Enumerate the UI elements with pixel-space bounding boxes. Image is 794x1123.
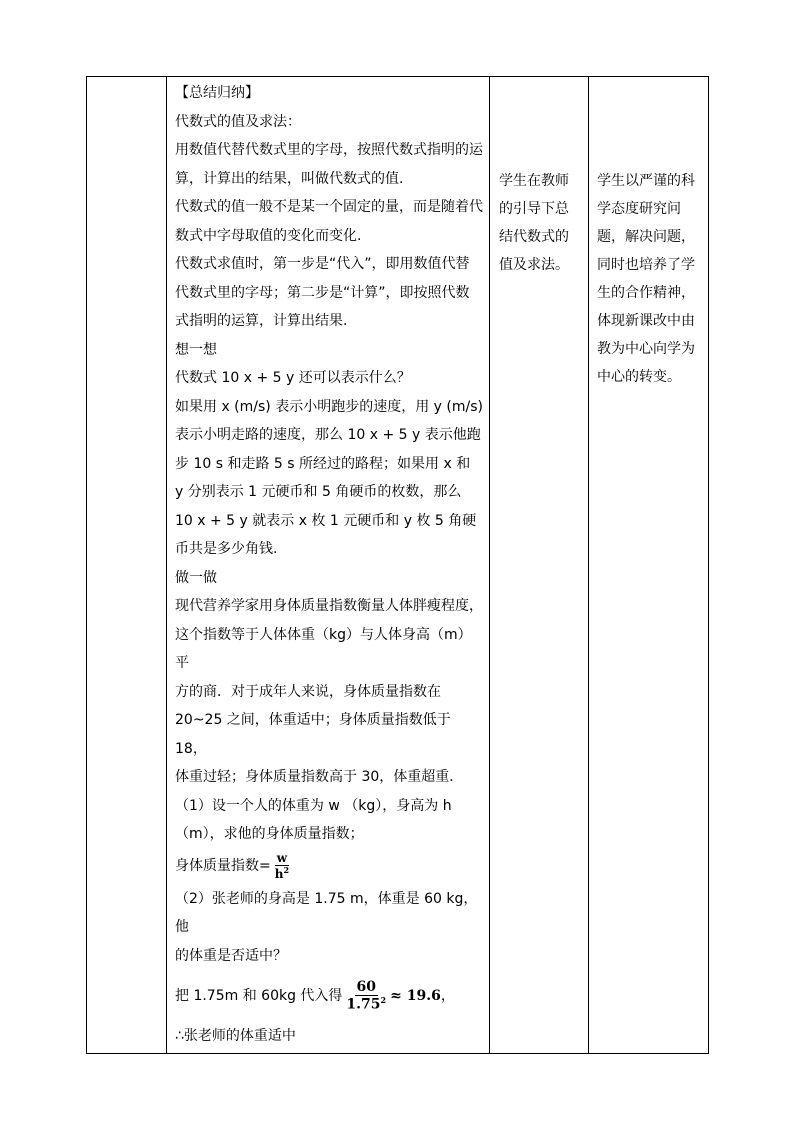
design-intent: 学生以严谨的科学态度研究问题，解决问题，同时也培养了学生的合作精神，体现新课改中由教为中心向学为中心的转变。: [597, 173, 695, 385]
student-activity: 学生在教师的引导下总结代数式的值及求法。: [499, 173, 569, 273]
teaching-content-cell: [167, 77, 490, 1054]
content-line: （m），求他的身体质量指数；: [175, 826, 364, 842]
calc-result: ≈ 19.6: [390, 987, 441, 1004]
design-intent-cell: [589, 77, 709, 1054]
content-line: 代数式 10 x + 5 y 还可以表示什么？: [175, 370, 411, 386]
calc-numerator: 60: [356, 978, 376, 995]
calc-formula: [175, 970, 485, 1022]
content-line: 做一做: [175, 569, 217, 586]
content-line: y 分别表示 1 元硬币和 5 角硬币的枚数，那么: [175, 484, 462, 500]
content-line: 代数式里的字母；第二步是“计算”，即按照代数: [175, 284, 470, 301]
content-line: 步 10 s 和走路 5 s 所经过的路程；如果用 x 和: [175, 455, 471, 472]
content-line: 算，计算出的结果，叫做代数式的值.: [175, 170, 404, 187]
content-line: 代数式求值时，第一步是“代入”，即用数值代替: [175, 256, 470, 272]
content-line: 币共是多少角钱.: [175, 541, 278, 557]
calc-suffix: ，: [440, 987, 455, 1004]
content-line: （1）设一个人的体重为 w （kg），身高为 h: [175, 797, 452, 814]
calc-denominator: 1.75$^2$: [346, 994, 387, 1013]
calc-fraction: [344, 980, 388, 1012]
content-line: 代数式的值及求法：: [175, 113, 301, 130]
lesson-plan-table: [86, 76, 709, 1054]
stage-cell: [87, 77, 167, 1054]
calc-prefix: 把 1.75m 和 60kg 代入得: [175, 987, 343, 1004]
content-line: 10 x + 5 y 就表示 x 枚 1 元硬币和 y 枚 5 角硬: [175, 512, 477, 529]
content-line: 代数式的值一般不是某一个固定的量，而是随着代: [175, 199, 483, 215]
content-line: 20~25 之间，体重适中；身体质量指数低于 18，: [175, 712, 451, 757]
section-heading: 【总结归纳】: [175, 85, 259, 101]
student-activity-cell: [490, 77, 589, 1054]
content-line: 方的商．对于成年人来说，身体质量指数在: [175, 683, 441, 700]
content-lines: [175, 108, 485, 849]
bmi-formula: [175, 849, 485, 885]
bmi-fraction: [273, 852, 291, 880]
content-line: 数式中字母取值的变化而变化.: [175, 227, 362, 244]
content-line: 这个指数等于人体体重（kg）与人体身高（m）平: [175, 626, 472, 671]
content-line: 式指明的运算，计算出结果.: [175, 313, 348, 329]
question-line: （2）张老师的身高是 1.75 m，体重是 60 kg，他: [175, 890, 478, 935]
bmi-denominator: $h^2$: [274, 865, 290, 881]
content-line: 如果用 x (m/s) 表示小明跑步的速度，用 y (m/s): [175, 398, 483, 415]
question-line: 的体重是否适中？: [175, 947, 287, 964]
question-2: [175, 885, 485, 971]
teaching-content: [167, 77, 489, 1051]
content-line: 表示小明走路的速度，那么 10 x + 5 y 表示他跑: [175, 427, 481, 443]
bmi-numerator: w: [276, 851, 288, 866]
content-line: 想一想: [175, 341, 217, 358]
content-line: 现代营养学家用身体质量指数衡量人体胖瘦程度，: [175, 598, 483, 614]
bmi-label: 身体质量指数=: [175, 858, 271, 875]
conclusion: ∴张老师的体重适中: [175, 1028, 296, 1044]
content-line: 体重过轻；身体质量指数高于 30，体重超重．: [175, 769, 464, 785]
content-line: 用数值代替代数式里的字母，按照代数式指明的运: [175, 142, 483, 158]
